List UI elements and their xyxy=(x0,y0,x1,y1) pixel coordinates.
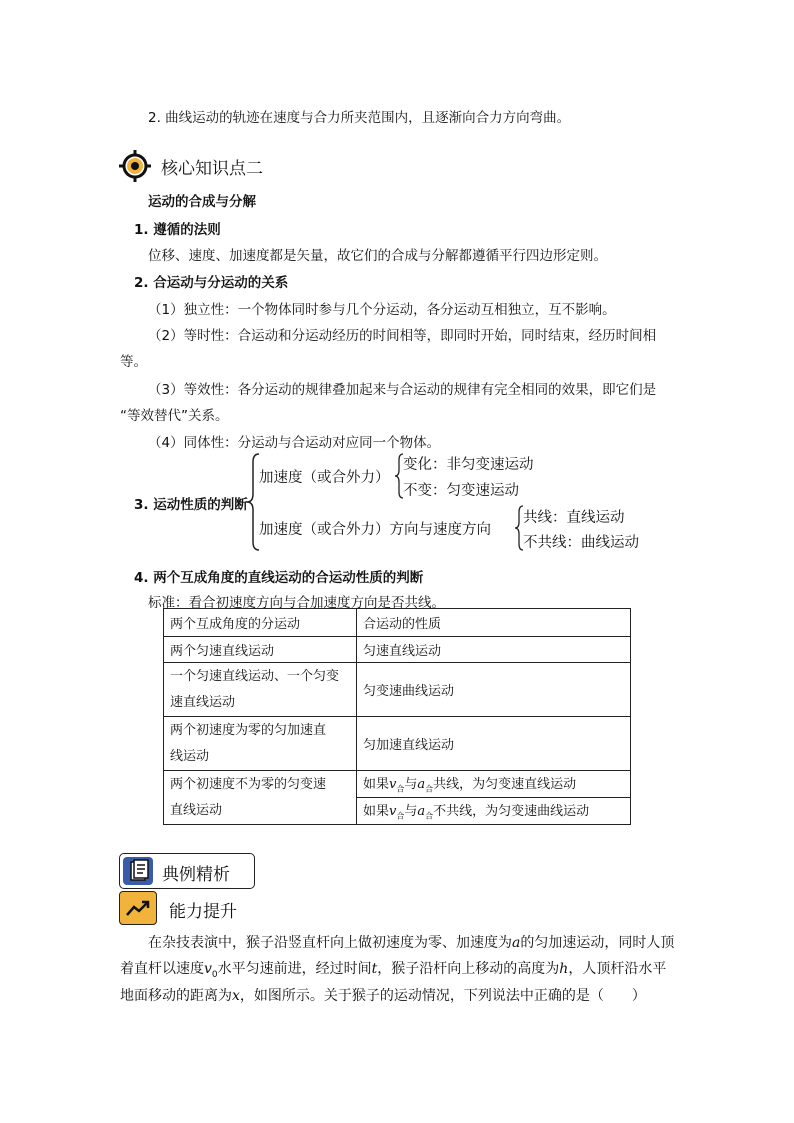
cell-text: 不共线，为匀变速曲线运动 xyxy=(433,804,590,820)
text: 地面移动的距离为 xyxy=(120,988,232,1004)
var-t: t xyxy=(371,961,378,977)
paragraph-equivalence-cont: “等效替代”关系。 xyxy=(120,408,229,424)
document-icon xyxy=(123,857,153,885)
example-header xyxy=(119,853,255,889)
heading-2: 2. 合运动与分运动的关系 xyxy=(134,275,289,291)
trend-up-icon xyxy=(119,891,157,925)
table-header-cell: 合运动的性质 xyxy=(357,609,631,637)
text: 水平匀速前进，经过时间 xyxy=(217,961,372,977)
subscript: 0 xyxy=(211,969,218,980)
var-x: x xyxy=(232,988,240,1004)
text: ，如图所示。关于猴子的运动情况，下列说法中正确的是（ ） xyxy=(239,988,646,1004)
table-row xyxy=(164,637,631,663)
section-subtitle: 运动的合成与分解 xyxy=(148,194,256,210)
var-a: a xyxy=(417,777,426,793)
table-cell: 匀变速曲线运动 xyxy=(357,663,631,717)
table-row xyxy=(164,717,631,771)
text: 的匀加速运动，同时人顶 xyxy=(520,935,675,951)
paragraph-1: 位移、速度、加速度都是矢量，故它们的合成与分解都遵循平行四边形定则。 xyxy=(148,248,607,264)
cell-text: 与 xyxy=(404,777,418,793)
problem-line-1 xyxy=(148,932,674,952)
table-cell xyxy=(164,771,357,825)
subscript: 合 xyxy=(396,784,405,794)
intro-line: 2. 曲线运动的轨迹在速度与合力所夹范围内，且逐渐向合力方向弯曲。 xyxy=(148,110,571,126)
cell-line: 速直线运动 xyxy=(170,694,236,710)
branch-acceleration: 加速度（或合外力） xyxy=(259,470,390,486)
text: 着直杆以速度 xyxy=(120,961,204,977)
table-cell xyxy=(164,717,357,771)
table-header-cell: 两个互成角度的分运动 xyxy=(164,609,357,637)
table-row xyxy=(164,663,631,717)
heading-3: 3. 运动性质的判断 xyxy=(134,497,248,513)
var-a: a xyxy=(417,804,426,820)
table-cell-noncollinear xyxy=(357,798,631,825)
table-cell-collinear xyxy=(357,771,631,798)
ability-title: 能力提升 xyxy=(169,902,237,922)
var-a: a xyxy=(512,935,521,951)
cell-line: 两个初速度为零的匀加速直 xyxy=(170,722,327,738)
subscript: 合 xyxy=(425,811,434,821)
table-cell: 匀加速直线运动 xyxy=(357,717,631,771)
table-cell: 两个匀速直线运动 xyxy=(164,637,357,663)
cell-line: 两个初速度不为零的匀变速 xyxy=(170,776,327,792)
paragraph-same-body: （4）同体性：分运动与合运动对应同一个物体。 xyxy=(148,435,441,451)
cell-text: 共线，为匀变速直线运动 xyxy=(433,777,577,793)
paragraph-simultaneity: （2）等时性：合运动和分运动经历的时间相等，即同时开始，同时结束，经历时间相 xyxy=(148,328,657,344)
var-v: v xyxy=(389,777,397,793)
section-title: 核心知识点二 xyxy=(161,159,263,179)
paragraph-independence: （1）独立性：一个物体同时参与几个分运动，各分运动互相独立，互不影响。 xyxy=(148,302,616,318)
branch-noncollinear: 不共线：曲线运动 xyxy=(523,535,639,551)
var-h: h xyxy=(559,961,569,977)
cell-text: 与 xyxy=(404,804,418,820)
cell-text: 如果 xyxy=(363,777,390,793)
example-title: 典例精析 xyxy=(162,865,230,885)
paragraph-simultaneity-cont: 等。 xyxy=(120,354,147,370)
var-v: v xyxy=(204,961,212,977)
cell-line: 线运动 xyxy=(170,748,210,764)
heading-1: 1. 遵循的法则 xyxy=(134,222,221,238)
cell-line: 直线运动 xyxy=(170,802,223,818)
branch-direction: 加速度（或合外力）方向与速度方向 xyxy=(259,522,491,538)
problem-line-3 xyxy=(120,985,646,1005)
target-icon xyxy=(119,150,151,182)
text: 在杂技表演中，猴子沿竖直杆向上做初速度为零、加速度为 xyxy=(148,935,512,951)
subscript: 合 xyxy=(425,784,434,794)
var-v: v xyxy=(389,804,397,820)
cell-line: 一个匀速直线运动、一个匀变 xyxy=(170,668,340,684)
motion-table xyxy=(163,608,631,825)
text: ，猴子沿杆向上移动的高度为 xyxy=(377,961,560,977)
standard-line: 标准：看合初速度方向与合加速度方向是否共线。 xyxy=(148,595,445,611)
table-cell xyxy=(164,663,357,717)
table-row xyxy=(164,771,631,798)
subscript: 合 xyxy=(396,811,405,821)
problem-line-2 xyxy=(120,958,666,980)
heading-4: 4. 两个互成角度的直线运动的合运动性质的判断 xyxy=(134,570,424,586)
branch-constant: 不变：匀变速运动 xyxy=(403,483,519,499)
cell-text: 如果 xyxy=(363,804,390,820)
table-cell: 匀速直线运动 xyxy=(357,637,631,663)
table-row xyxy=(164,609,631,637)
branch-changing: 变化：非匀变速运动 xyxy=(403,457,534,473)
branch-collinear: 共线：直线运动 xyxy=(523,510,625,526)
paragraph-equivalence: （3）等效性：各分运动的规律叠加起来与合运动的规律有完全相同的效果，即它们是 xyxy=(148,382,657,398)
text: ，人顶杆沿水平 xyxy=(568,961,667,977)
